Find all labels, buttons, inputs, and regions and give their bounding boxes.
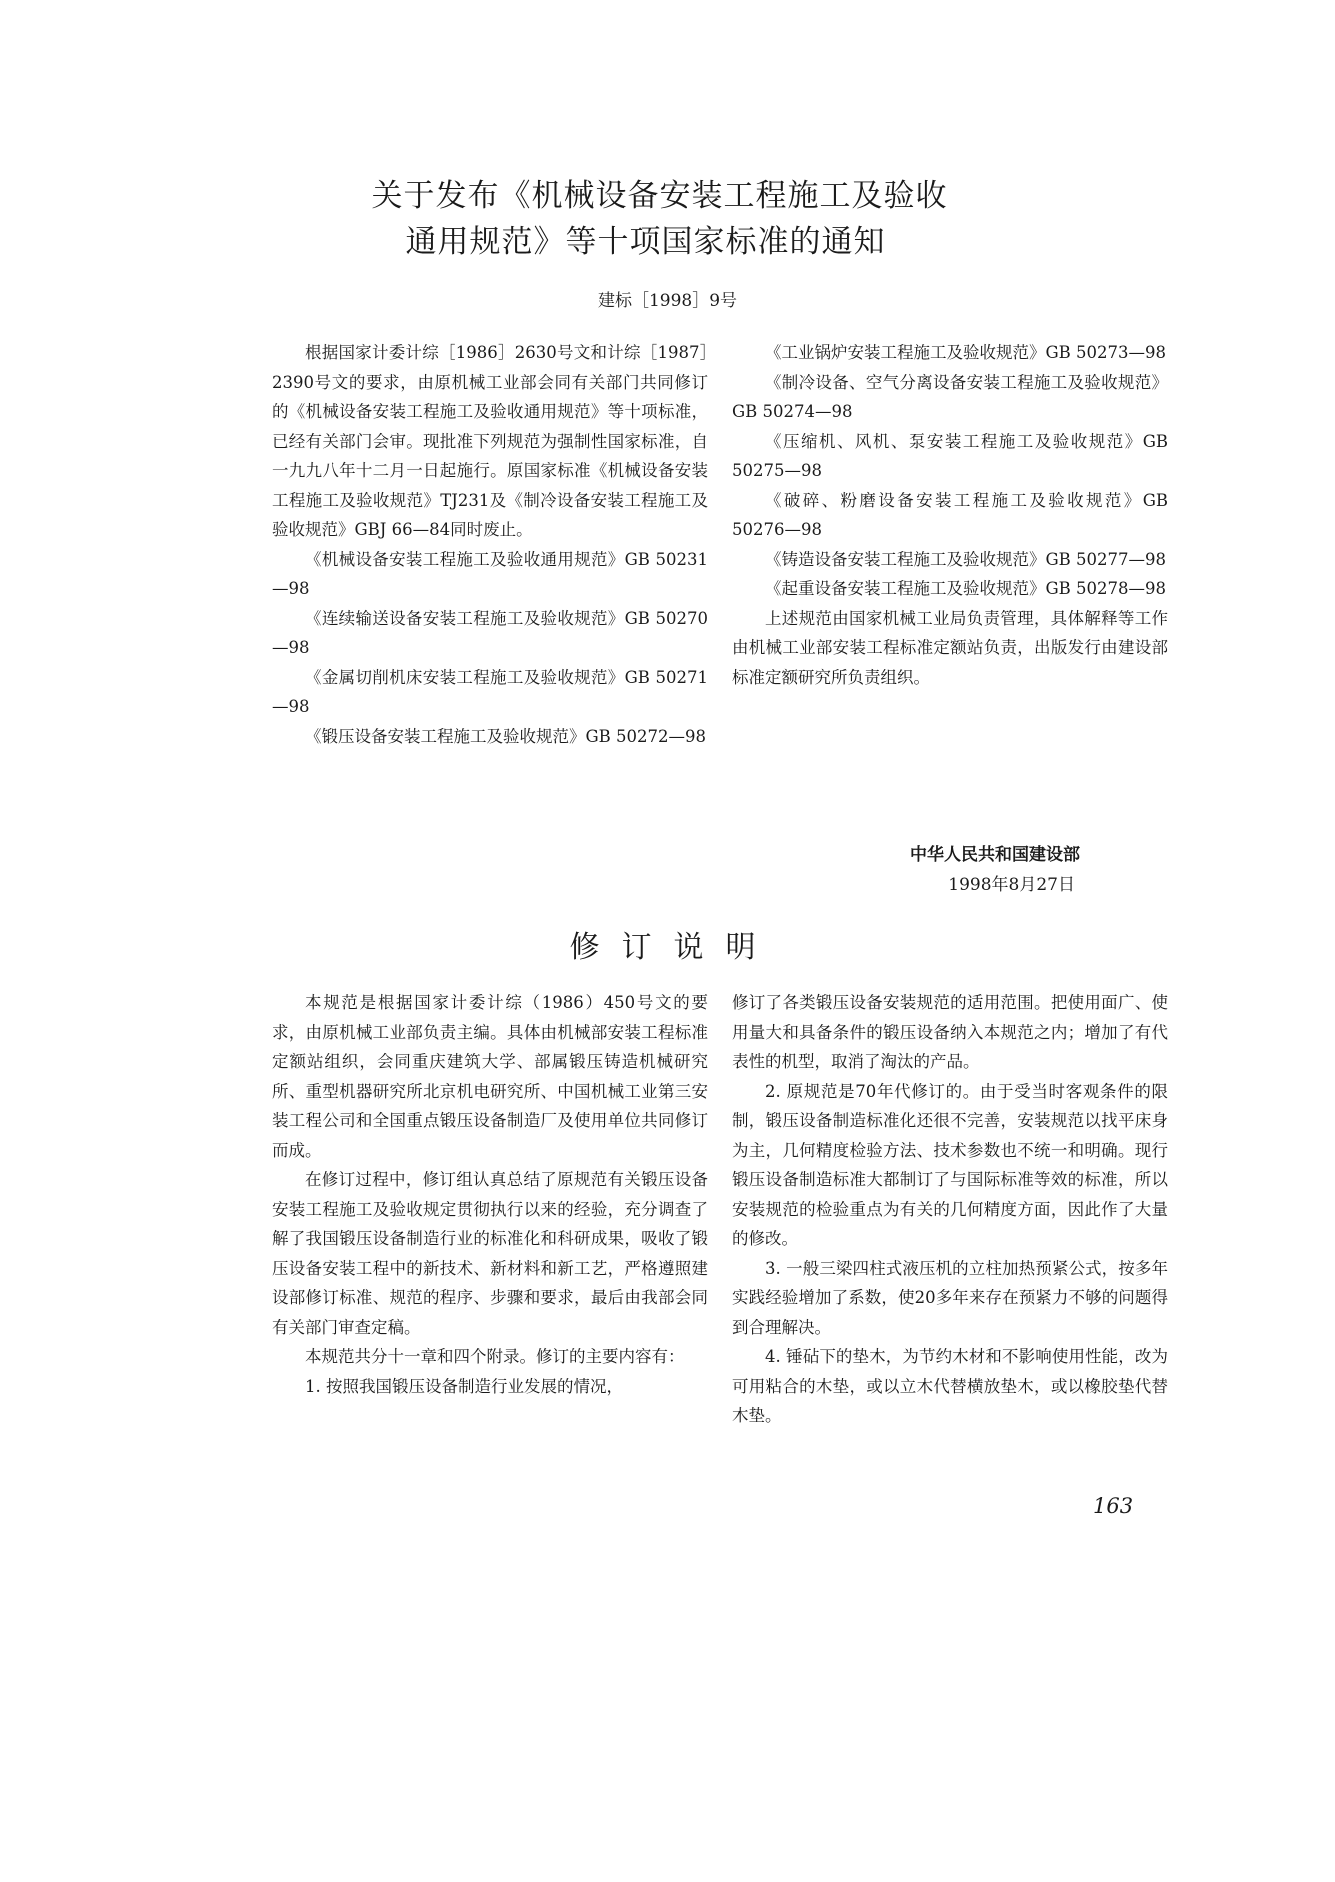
revision-left-column — [272, 988, 708, 1401]
revision-paragraph: 本规范共分十一章和四个附录。修订的主要内容有： — [305, 1347, 685, 1366]
notice-closing-paragraph: 上述规范由国家机械工业局负责管理，具体解释等工作由机械工业部安装工程标准定额站负责，出版发行由建设部标准定额研究所负责组织。 — [732, 608, 1168, 687]
notice-left-column — [272, 338, 708, 751]
standard-item: 《起重设备安装工程施工及验收规范》GB 50278—98 — [765, 579, 1167, 598]
standard-item: 《金属切削机床安装工程施工及验收规范》GB 50271—98 — [272, 667, 708, 716]
revision-paragraph: 2. 原规范是70年代修订的。由于受当时客观条件的限制，锻压设备制造标准化还很不完善，安装规范以找平床身为主，几何精度检验方法、技术参数也不统一和明确。现行锻压设备制造标准大都制订了与国际标准等效的标准，所以安装规范的检验重点为有关的几何精度方面，因此作了大量的修改。 — [732, 1081, 1168, 1248]
revision-paragraph: 本规范是根据国家计委计综（1986）450号文的要求，由原机械工业部负责主编。具体由机械部安装工程标准定额站组织，会同重庆建筑大学、部属锻压铸造机械研究所、重型机器研究所北京机电研究所、中国机械工业第三安装工程公司和全国重点锻压设备制造厂及使用单位共同修订而成。 — [272, 993, 708, 1160]
revision-paragraph: 3. 一般三梁四柱式液压机的立柱加热预紧公式，按多年实践经验增加了系数，使20多年来存在预紧力不够的问题得到合理解决。 — [732, 1258, 1168, 1337]
revision-heading: 修订说明 — [569, 930, 778, 965]
standard-item: 《工业锅炉安装工程施工及验收规范》GB 50273—98 — [765, 343, 1167, 362]
standard-item: 《连续输送设备安装工程施工及验收规范》GB 50270—98 — [272, 608, 708, 657]
notice-right-column — [732, 338, 1168, 692]
revision-right-column — [732, 988, 1168, 1431]
page-number: 163 — [1093, 1494, 1134, 1518]
issuer-signature: 中华人民共和国建设部 — [910, 845, 1080, 865]
standard-item: 《制冷设备、空气分离设备安装工程施工及验收规范》GB 50274—98 — [732, 372, 1168, 421]
standard-item: 《铸造设备安装工程施工及验收规范》GB 50277—98 — [765, 549, 1167, 569]
revision-paragraph: 4. 锤砧下的垫木，为节约木材和不影响使用性能，改为可用粘合的木垫，或以立木代替横放垫木，或以橡胶垫代替木垫。 — [732, 1347, 1168, 1425]
notice-intro-paragraph: 根据国家计委计综［1986］2630号文和计综［1987］2390号文的要求，由原机械工业部会同有关部门共同修订的《机械设备安装工程施工及验收通用规范》等十项标准，已经有关部门会审。现批准下列规范为强制性国家标准，自一九九八年十二月一日起施行。原国家标准《机械设备安装工程施工及验收规范》TJ231及《制冷设备安装工程施工及验收规范》GBJ 66—84同时废止。 — [272, 343, 708, 539]
notice-title-line2: 通用规范》等十项国家标准的通知 — [405, 224, 886, 260]
revision-paragraph: 在修订过程中，修订组认真总结了原规范有关锻压设备安装工程施工及验收规定贯彻执行以来的经验，充分调查了解了我国锻压设备制造行业的标准化和科研成果，吸收了锻压设备安装工程中的新技术、新材料和新工艺，严格遵照建设部修订标准、规范的程序、步骤和要求，最后由我部会同有关部门审查定稿。 — [272, 1170, 708, 1337]
standard-item: 《压缩机、风机、泵安装工程施工及验收规范》GB 50275—98 — [732, 431, 1168, 480]
issue-date: 1998年8月27日 — [948, 875, 1075, 895]
standard-item: 《机械设备安装工程施工及验收通用规范》GB 50231—98 — [272, 549, 708, 598]
notice-title-line1: 关于发布《机械设备安装工程施工及验收 — [371, 178, 948, 214]
revision-paragraph: 1. 按照我国锻压设备制造行业发展的情况， — [305, 1376, 623, 1396]
standard-item: 《破碎、粉磨设备安装工程施工及验收规范》GB 50276—98 — [732, 490, 1168, 539]
document-number: 建标［1998］9号 — [597, 291, 738, 311]
revision-paragraph: 修订了各类锻压设备安装规范的适用范围。把使用面广、使用量大和具备条件的锻压设备纳入本规范之内；增加了有代表性的机型，取消了淘汰的产品。 — [732, 993, 1168, 1071]
standard-item: 《锻压设备安装工程施工及验收规范》GB 50272—98 — [305, 726, 707, 746]
